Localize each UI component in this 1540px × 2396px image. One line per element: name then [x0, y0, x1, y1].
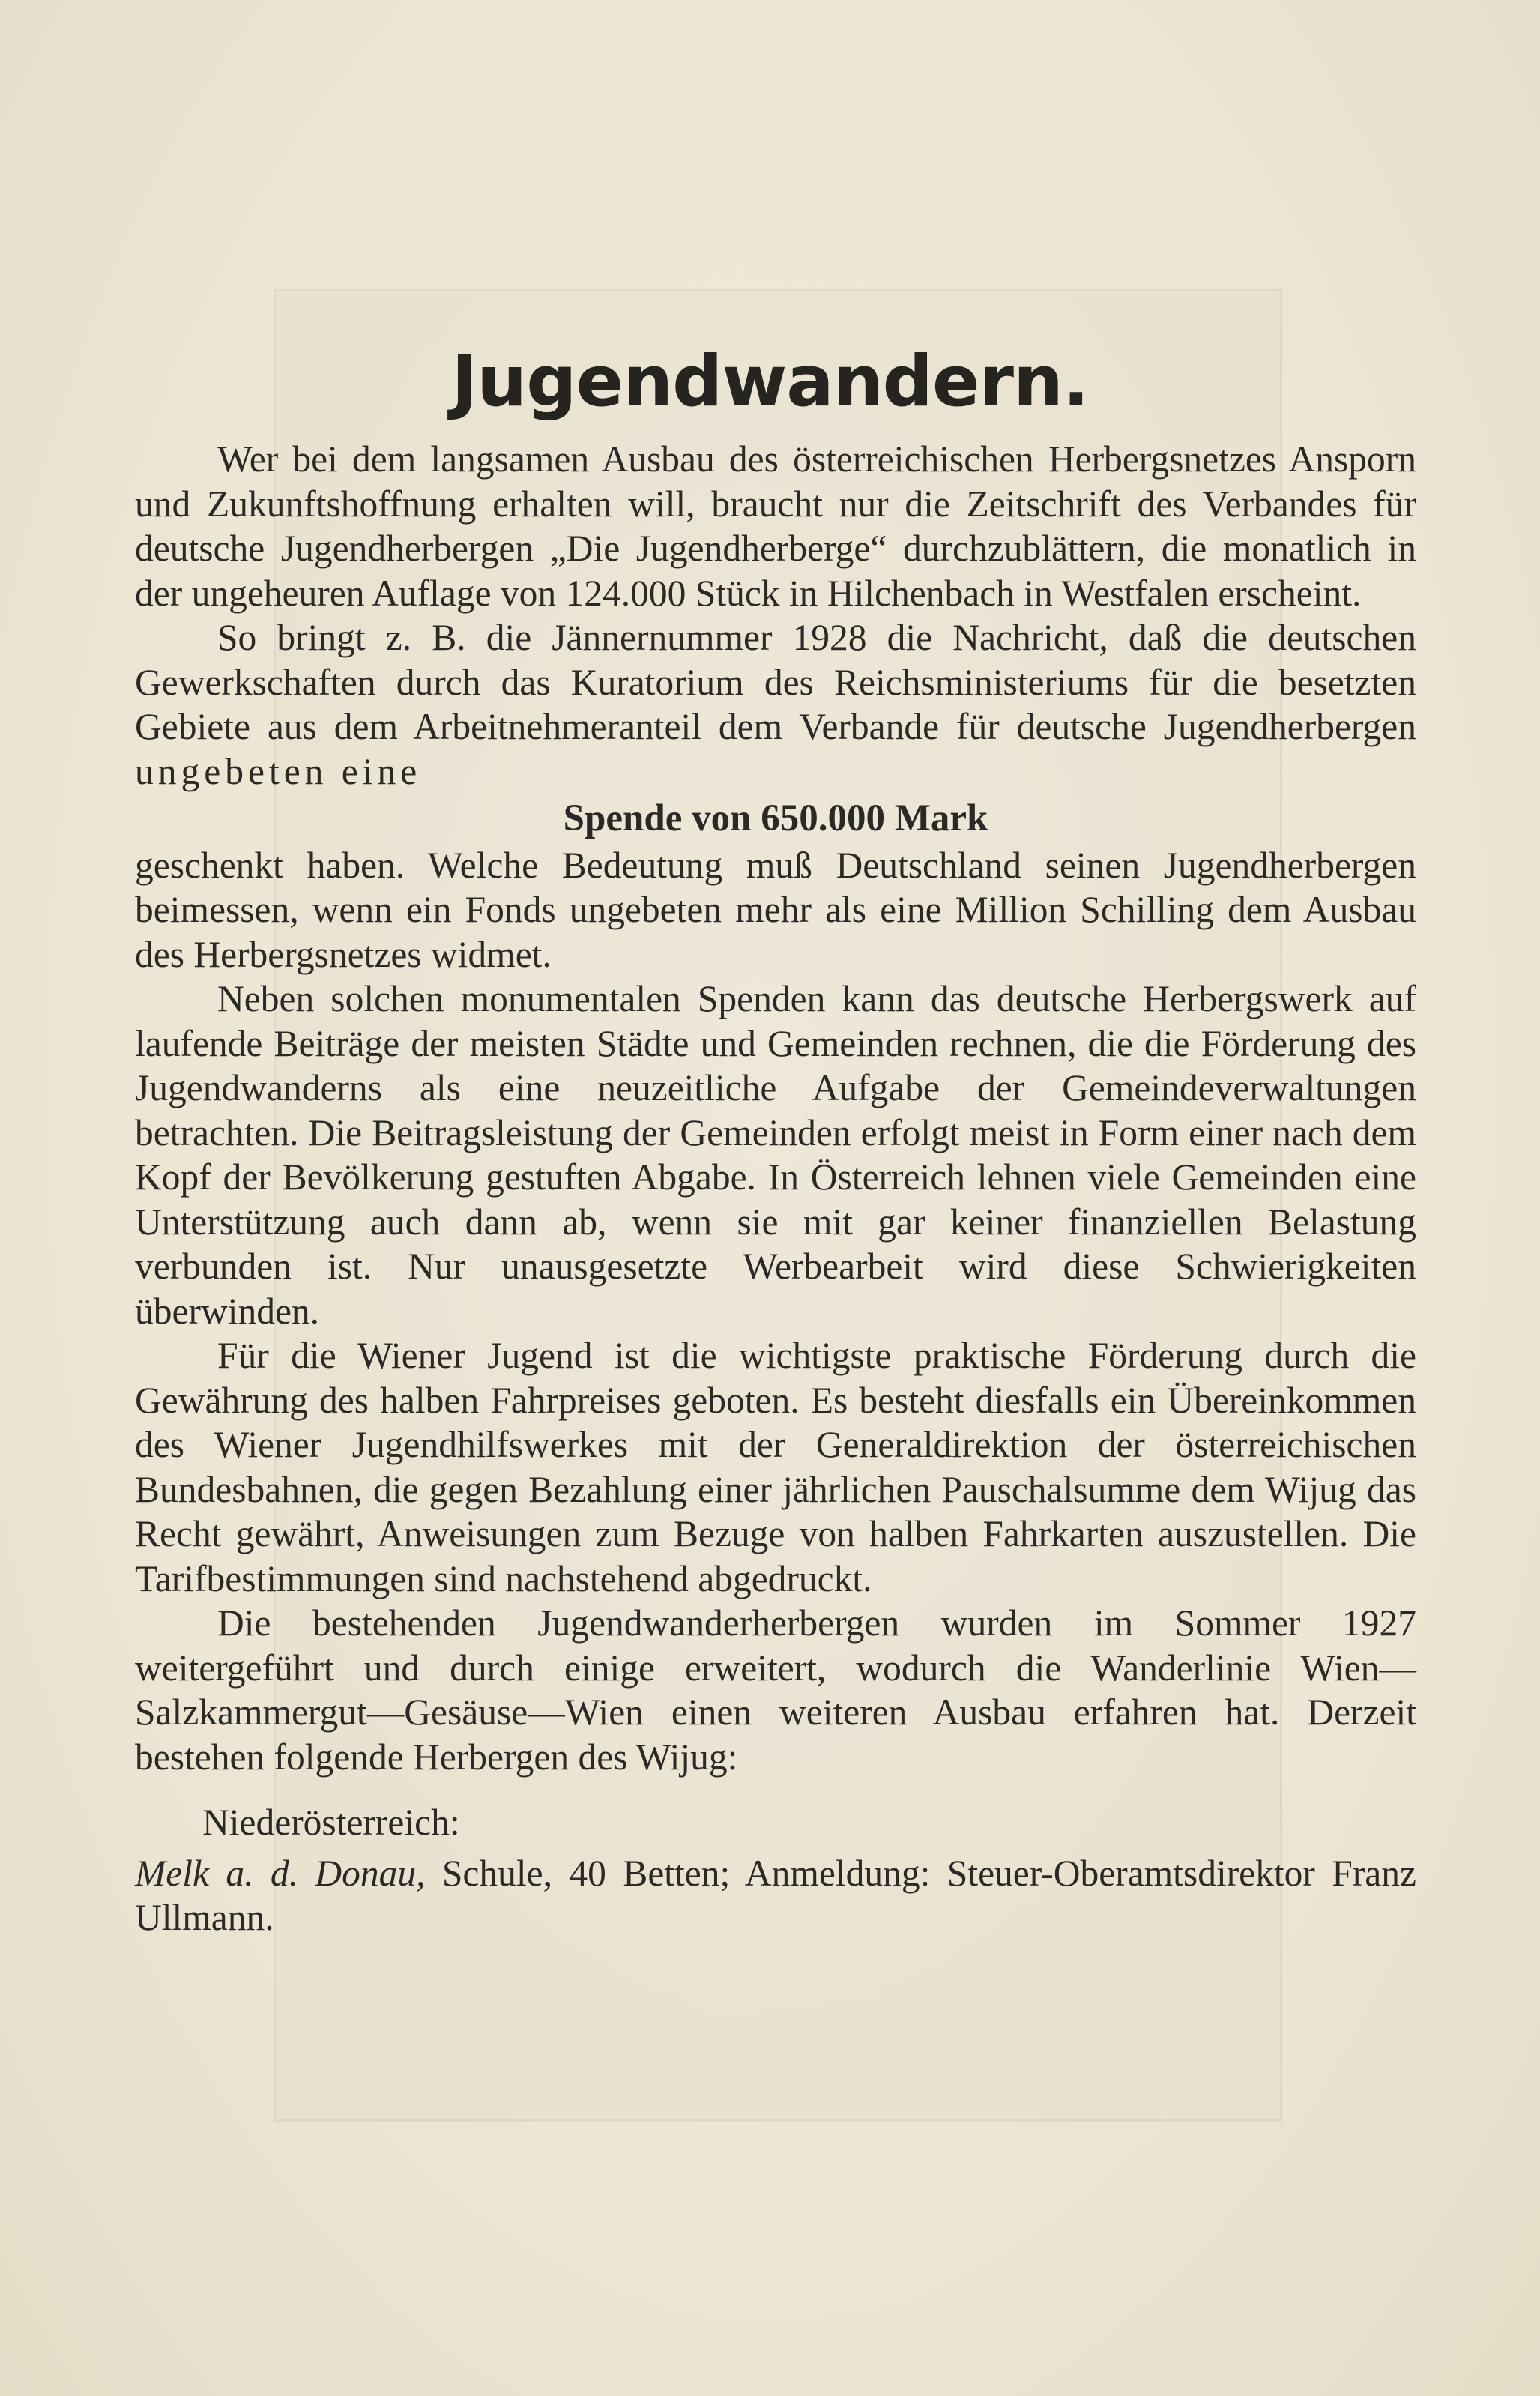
paragraph-5: Die bestehenden Jugendwanderherbergen wurden im Sommer 1927 weitergeführt und durch einige erweitert, wodurch die Wanderlinie Wien—Salzkammergut—Gesäuse—Wien einen weiteren Ausbau erfahren hat. Derzeit bestehen folgende Herbergen des Wijug: — [135, 1602, 1416, 1778]
body-text — [135, 437, 1416, 1940]
spaced-text: ungebeten eine — [135, 750, 422, 792]
hostel-place: Melk a. d. Donau, — [135, 1852, 426, 1894]
paragraph-4: Für die Wiener Jugend ist die wichtigste praktische Förderung durch die Gewährung des halben Fahrpreises geboten. Es besteht diesfalls ein Übereinkommen des Wiener Jugendhilfswerkes mit der Generaldirektion der österreichischen Bundesbahnen, die gegen Bezahlung einer jährlichen Pauschalsumme dem Wijug das Recht gewährt, Anweisungen zum Bezuge von halben Fahrkarten auszustellen. Die Tarifbestimmungen sind nachstehend abgedruckt. — [135, 1335, 1416, 1599]
region-heading: Niederösterreich: — [202, 1802, 460, 1843]
paragraph-2-start: So bringt z. B. die Jännernummer 1928 die Nachricht, daß die deutschen Gewerkschaften durch das Kuratorium des Reichsministeriums für die besetzten Gebiete aus dem Arbeitnehmeranteil dem Verbande für deutsche Jugendherbergen — [135, 617, 1416, 747]
donation-highlight: Spende von 650.000 Mark — [563, 797, 988, 839]
page-title: Jugendwandern. — [451, 341, 1089, 423]
paragraph-2-end: geschenkt haben. Welche Bedeutung muß Deutschland seinen Jugendherbergen beimessen, wenn ein Fonds ungebeten mehr als eine Million Schilling dem Ausbau des Herbergsnetzes widmet. — [135, 844, 1416, 975]
paragraph-3: Neben solchen monumentalen Spenden kann das deutsche Herbergswerk auf laufende Beiträge der meisten Städte und Gemeinden rechnen, die die Förderung des Jugendwanderns als eine neuzeitliche Aufgabe der Gemeindeverwaltungen betrachten. Die Beitragsleistung der Gemeinden erfolgt meist in Form einer nach dem Kopf der Bevölkerung gestuften Abgabe. In Österreich lehnen viele Gemeinden eine Unterstützung auch dann ab, wenn sie mit gar keiner finanziellen Belastung verbunden ist. Nur unausgesetzte Werbearbeit wird diese Schwierigkeiten überwinden. — [135, 978, 1416, 1332]
hostel-entry — [135, 1851, 1416, 1940]
paragraph-2 — [135, 615, 1416, 794]
paragraph-1: Wer bei dem langsamen Ausbau des österreichischen Herbergsnetzes Ansporn und Zukunftshoffnung erhalten will, braucht nur die Zeitschrift des Verbandes für deutsche Jugendherbergen „Die Jugendherberge“ durchzublättern, die monatlich in der ungeheuren Auflage von 124.000 Stück in Hilchenbach in Westfalen erscheint. — [135, 438, 1416, 614]
hostel-details: Schule, 40 Betten; Anmeldung: Steuer-Oberamtsdirektor Franz Ullmann. — [135, 1852, 1416, 1938]
